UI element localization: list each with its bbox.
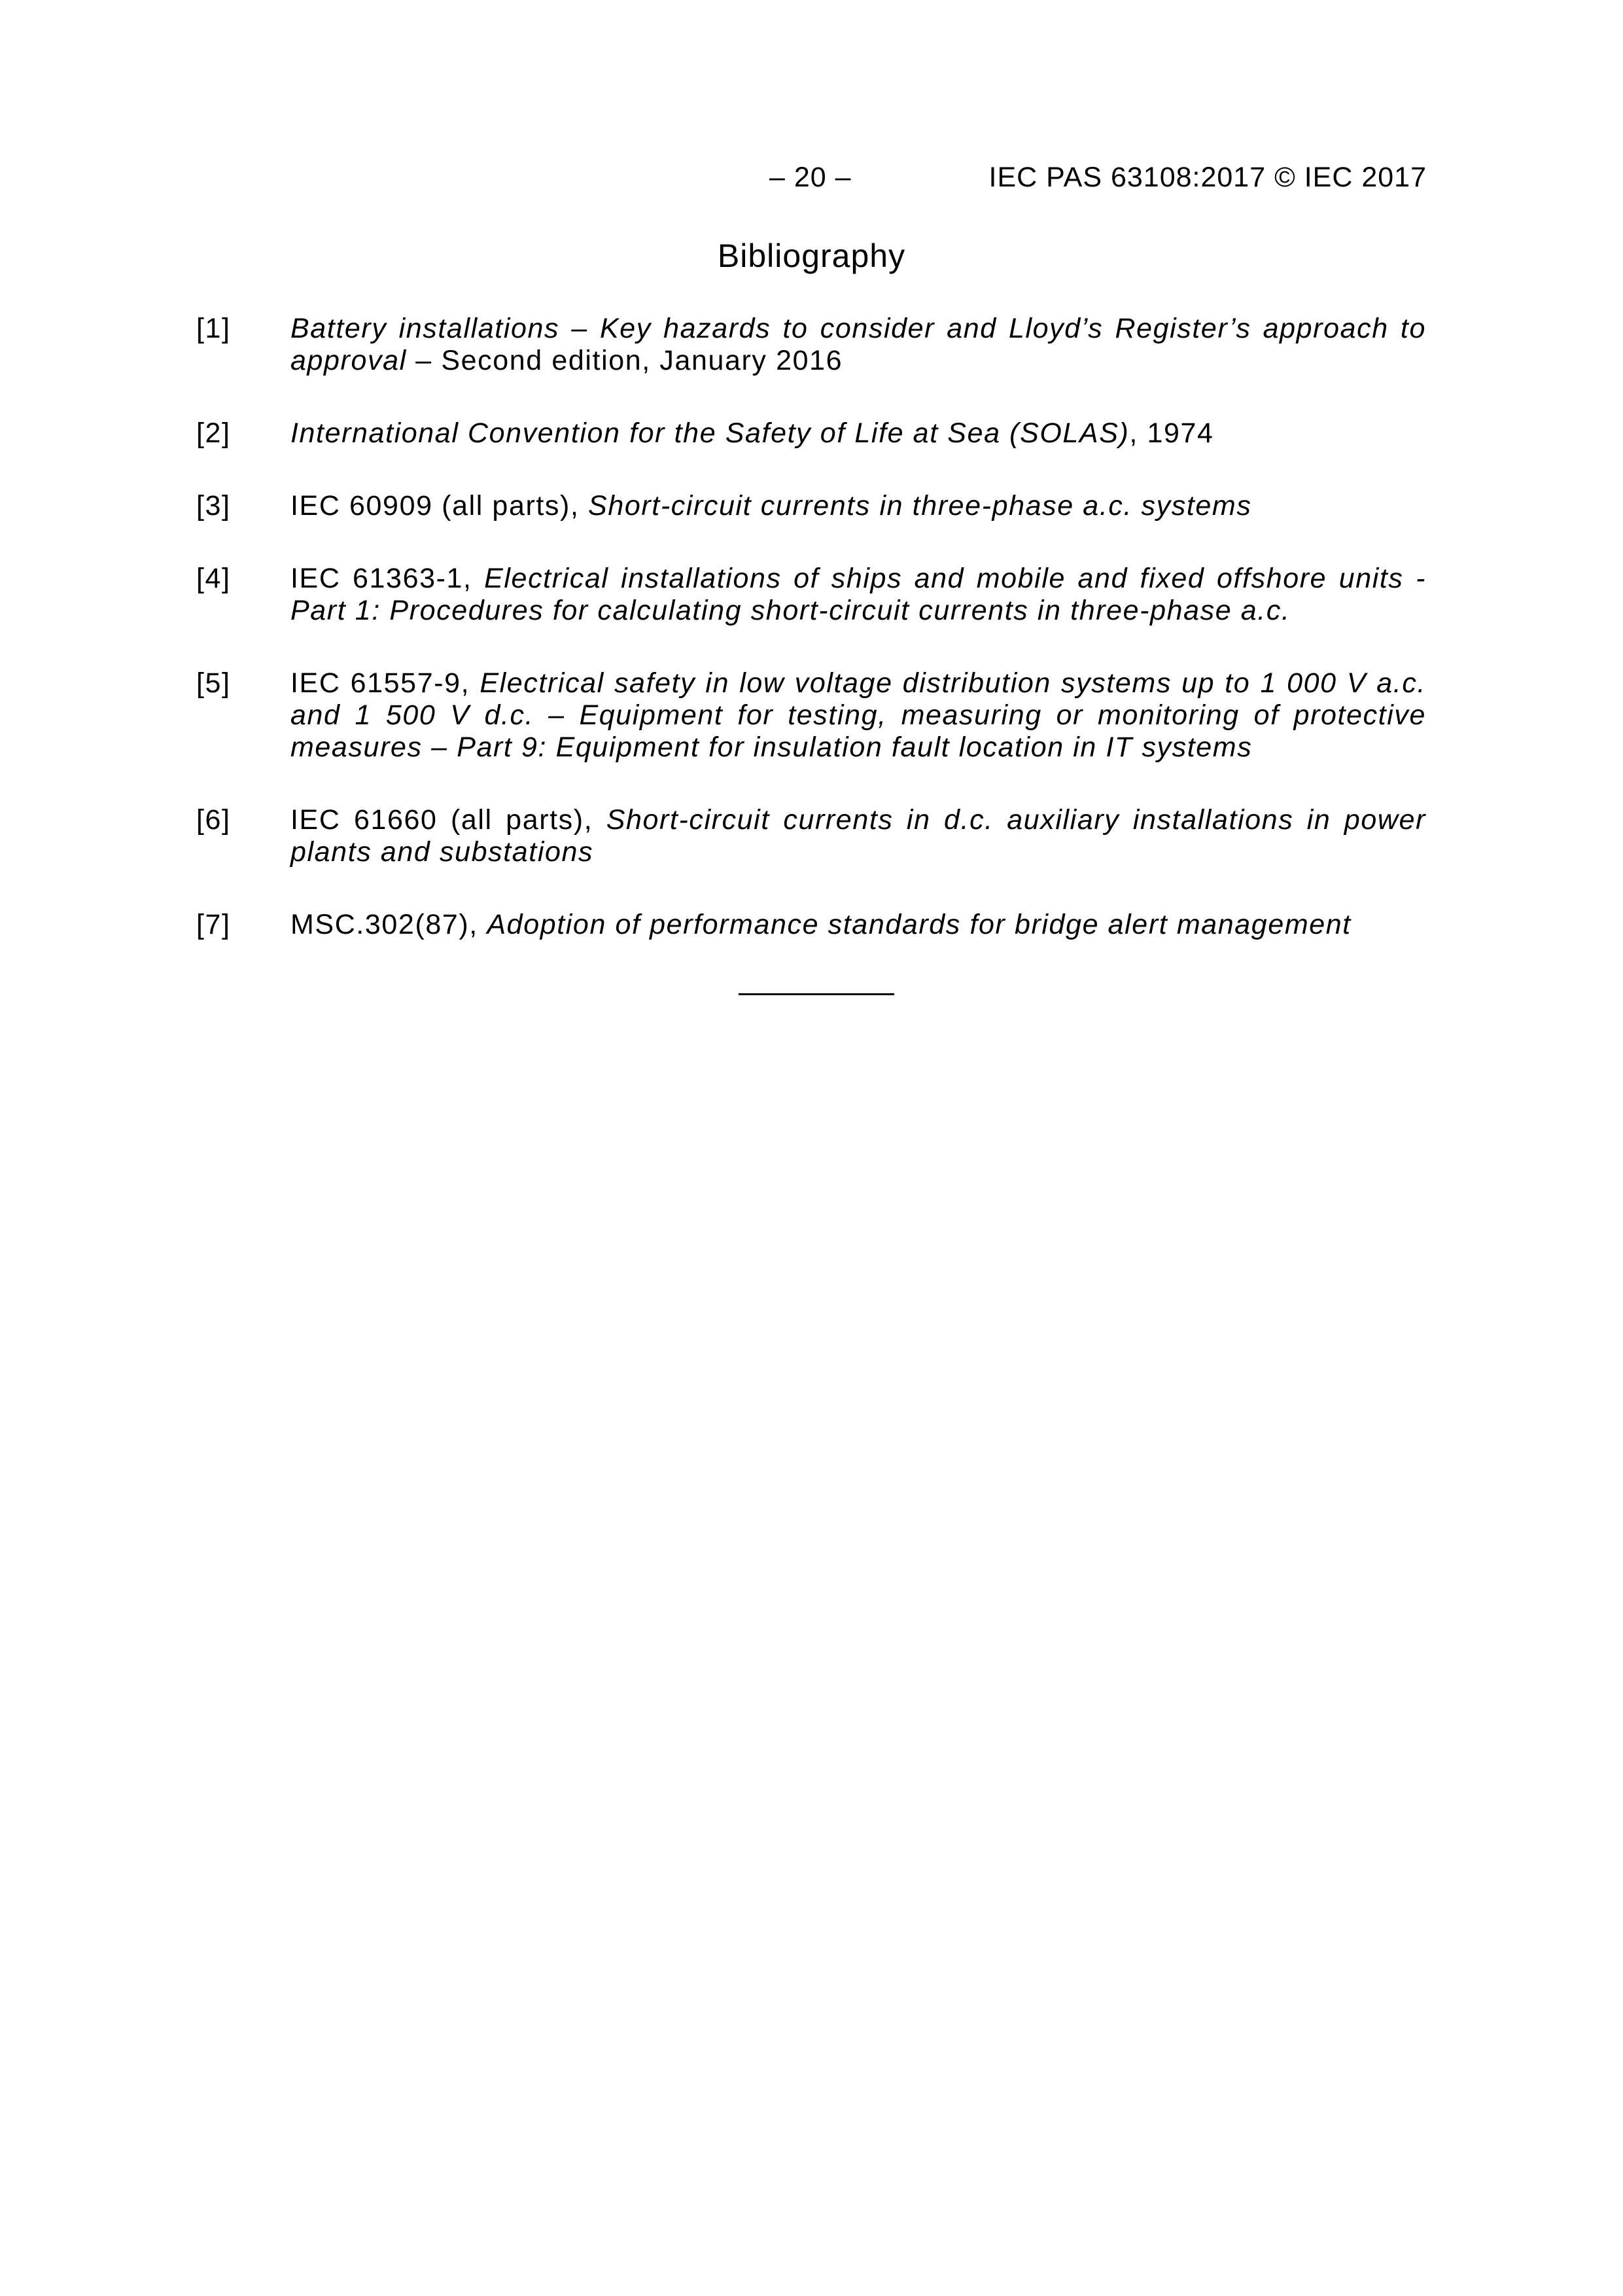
reference-item (196, 667, 1426, 764)
reference-label: [2] (196, 417, 231, 449)
page-number: – 20 – (769, 162, 852, 193)
reference-title: Electrical installations of ships and mobile and fixed offshore units - Part 1: Procedures for calculating short-circuit currents in three-phase a.c. (290, 563, 1426, 626)
reference-label: [4] (196, 563, 231, 594)
reference-text (290, 313, 1426, 376)
reference-item (196, 909, 1426, 941)
reference-text (290, 490, 1251, 521)
reference-label: [3] (196, 490, 231, 521)
reference-lead: IEC 61363-1, (290, 563, 485, 594)
reference-text (290, 804, 1426, 868)
page-header (0, 162, 1623, 201)
reference-item (196, 313, 1426, 377)
reference-lead: IEC 61660 (all parts), (290, 804, 606, 836)
reference-title: Adoption of performance standards for bridge alert management (487, 909, 1352, 940)
reference-lead: IEC 61557-9, (290, 667, 480, 699)
reference-item (196, 804, 1426, 868)
reference-text (290, 563, 1426, 626)
reference-label: [1] (196, 313, 231, 344)
reference-item (196, 490, 1426, 522)
reference-title: Short-circuit currents in three-phase a.c. systems (588, 490, 1252, 521)
reference-title: International Convention for the Safety of Life at Sea (SOLAS) (290, 417, 1130, 449)
reference-lead: IEC 60909 (all parts), (290, 490, 589, 521)
document-id: IEC PAS 63108:2017 © IEC 2017 (988, 162, 1427, 193)
reference-text (290, 667, 1426, 763)
reference-item (196, 417, 1426, 450)
reference-tail: – Second edition, January 2016 (406, 345, 843, 376)
reference-item (196, 563, 1426, 627)
reference-label: [7] (196, 909, 231, 940)
reference-label: [6] (196, 804, 231, 836)
reference-tail: , 1974 (1129, 417, 1214, 449)
reference-text (290, 909, 1352, 940)
reference-label: [5] (196, 667, 231, 699)
reference-title: Battery installations – Key hazards to consider and Lloyd’s Register’s approach to approval (290, 313, 1426, 376)
reference-text (290, 417, 1214, 449)
reference-title: Electrical safety in low voltage distribution systems up to 1 000 V a.c. and 1 500 V d.c. – Equipment for testing, measuring or monitoring of protective measures – Part 9: Equipment for insulation fault location in IT systems (290, 667, 1426, 763)
reference-lead: MSC.302(87), (290, 909, 487, 940)
end-of-document-rule (739, 993, 894, 995)
reference-list (196, 313, 1426, 981)
bibliography-title: Bibliography (717, 238, 906, 274)
reference-title: Short-circuit currents in d.c. auxiliary installations in power plants and substations (290, 804, 1426, 868)
